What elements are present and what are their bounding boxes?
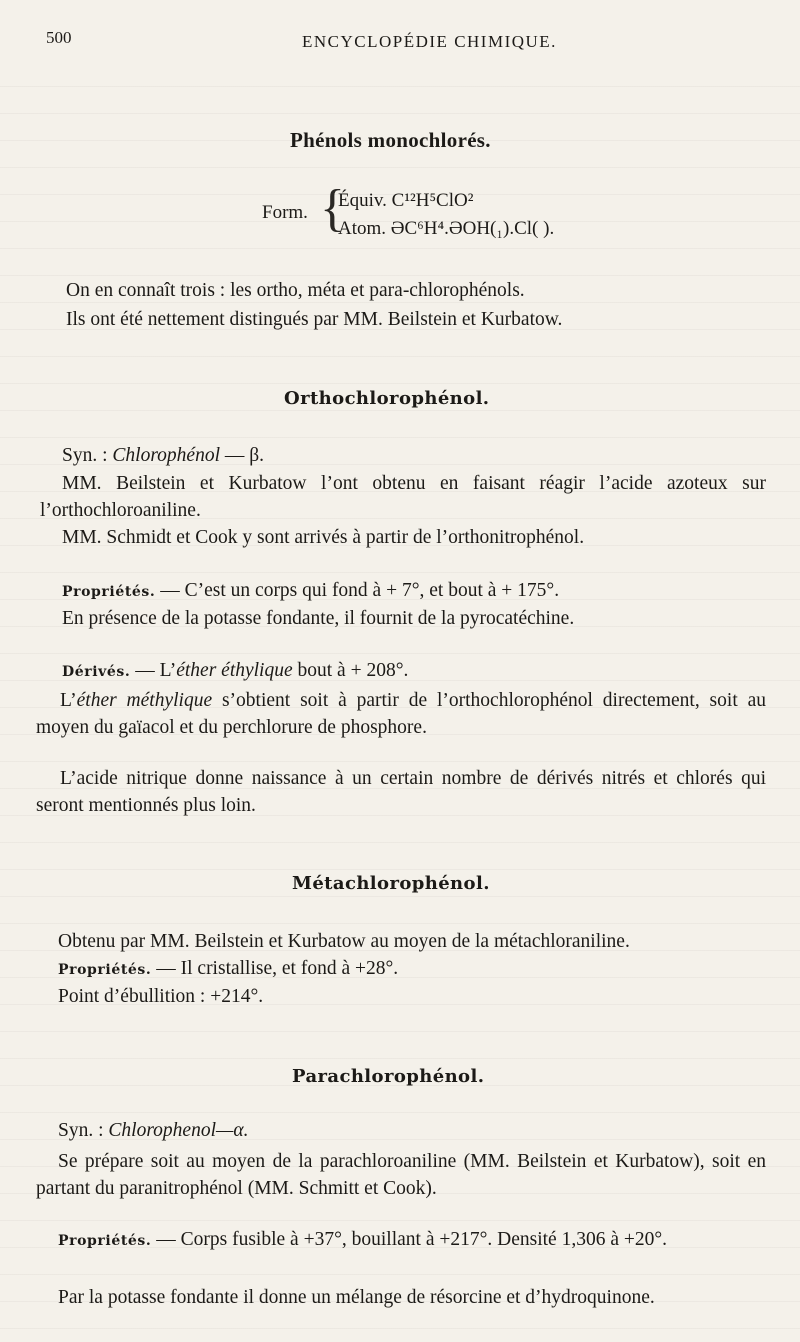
ortho-heading: Orthochlorophénol.: [284, 388, 490, 409]
page-number: 500: [46, 28, 72, 47]
ortho-properties: [62, 577, 559, 606]
ortho-nitric-acid: L’acide nitrique donne naissance à un certain nombre de dérivés nitrés et chlorés qui seront mentionnés plus loin.: [36, 768, 766, 816]
ortho-prep-1: MM. Beilstein et Kurbatow l’ont obtenu en faisant réagir l’acide azoteux sur l’orthochloroaniline.: [40, 473, 766, 521]
ortho-methyl-ether: [36, 687, 766, 741]
derivatives-rest: bout à + 208°.: [292, 660, 409, 681]
meta-boiling-point: Point d’ébullition : +214°.: [58, 986, 264, 1007]
ether-ethylique: éther éthylique: [176, 660, 293, 681]
ortho-properties-2: En présence de la potasse fondante, il fournit de la pyrocatéchine.: [62, 608, 575, 629]
syn-prefix: Syn. :: [62, 445, 113, 466]
derivatives-label: Dérivés.: [62, 664, 131, 680]
intro-line-2: Ils ont été nettement distingués par MM. Beilstein et Kurbatow.: [66, 309, 563, 330]
syn-name: Chlorophenol—α.: [108, 1120, 249, 1141]
properties-text: — C’est un corps qui fond à + 7°, et bout à + 175°.: [155, 580, 560, 601]
syn-suffix: — β.: [220, 445, 265, 466]
ortho-synonym: [62, 442, 264, 469]
ortho-derivatives: [62, 657, 408, 686]
properties-label: Propriétés.: [58, 1233, 152, 1249]
syn-prefix: Syn. :: [58, 1120, 109, 1141]
running-head: ENCYCLOPÉDIE CHIMIQUE.: [302, 32, 557, 51]
section-title: Phénols monochlorés.: [290, 128, 491, 152]
methyl-rest: s’obtient soit à partir de l’orthochlorophénol directement, soit au moyen du gaïacol et du perchlorure de phosphore.: [36, 690, 766, 738]
formula-atom: Atom. ƏC⁶H⁴.ƏOH(₁).Cl( ).: [338, 218, 555, 239]
properties-text: — Il cristallise, et fond à +28°.: [151, 958, 399, 979]
para-heading: Parachlorophénol.: [292, 1066, 485, 1087]
para-prep: Se prépare soit au moyen de la parachloroaniline (MM. Beilstein et Kurbatow), soit en partant du paranitrophénol (MM. Schmitt et Cook).: [36, 1151, 766, 1199]
para-potash: Par la potasse fondante il donne un mélange de résorcine et d’hydroquinone.: [58, 1287, 655, 1308]
formula-equiv: Équiv. C¹²H⁵ClO²: [338, 190, 474, 211]
syn-name: Chlorophénol: [112, 445, 221, 466]
formula-label: Form.: [262, 202, 308, 223]
methyl-prefix: L’: [60, 690, 77, 711]
meta-heading: Métachlorophénol.: [292, 873, 490, 894]
properties-label: Propriétés.: [62, 584, 156, 600]
para-properties: [36, 1226, 766, 1255]
ether-methylique: éther méthylique: [76, 690, 213, 711]
derivatives-dash: — L’: [130, 660, 177, 681]
formula-brace: {: [320, 180, 345, 237]
ortho-prep-2: MM. Schmidt et Cook y sont arrivés à partir de l’orthonitrophénol.: [62, 527, 585, 548]
intro-line-1: On en connaît trois : les ortho, méta et para-chlorophénols.: [66, 280, 525, 301]
para-synonym: [58, 1117, 248, 1144]
meta-properties: [58, 955, 398, 984]
meta-prep: Obtenu par MM. Beilstein et Kurbatow au moyen de la métachloraniline.: [58, 931, 630, 952]
properties-label: Propriétés.: [58, 962, 152, 978]
properties-text: — Corps fusible à +37°, bouillant à +217°. Densité 1,306 à +20°.: [151, 1229, 668, 1250]
